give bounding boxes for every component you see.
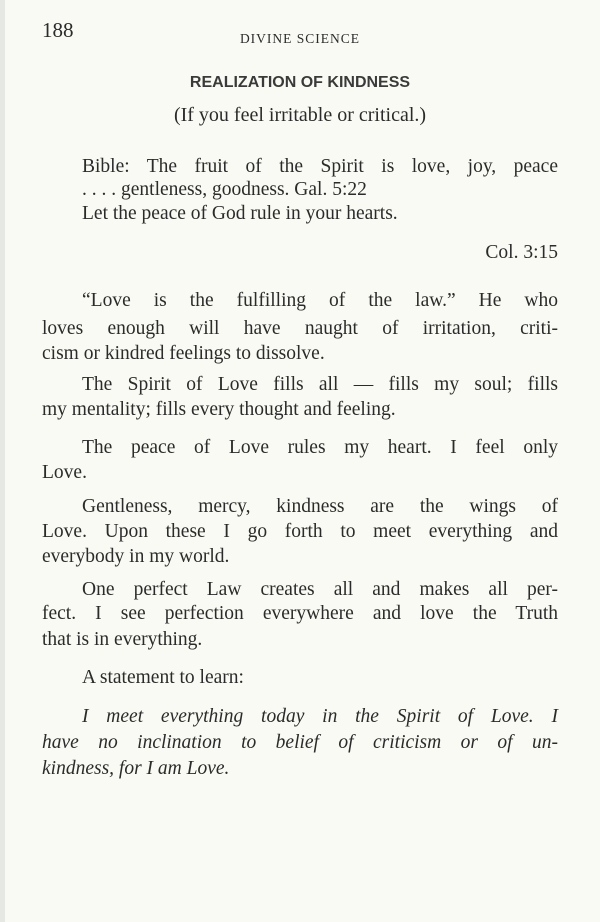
body-line: everybody in my world. <box>42 546 230 567</box>
body-line: that is in everything. <box>42 629 203 650</box>
body-line: cism or kindred feelings to dissolve. <box>42 343 325 364</box>
section-title: REALIZATION OF KINDNESS <box>189 74 411 91</box>
body-line: The peace of Love rules my heart. I feel only <box>82 437 558 458</box>
body-line: fect. I see perfection everywhere and love the Truth <box>42 603 558 624</box>
body-line: Love. Upon these I go forth to meet everything and <box>42 521 558 542</box>
body-line: Love. <box>42 462 87 483</box>
statement-line: kindness, for I am Love. <box>42 758 230 779</box>
bible-line: . . . . gentleness, goodness. Gal. 5:22 <box>82 179 367 200</box>
bible-line: Bible: The fruit of the Spirit is love, joy, peace <box>82 156 558 177</box>
body-line: Gentleness, mercy, kindness are the wings of <box>82 496 558 517</box>
page-number: 188 <box>42 18 74 42</box>
body-line: “Love is the fulfilling of the law.” He who <box>82 290 558 311</box>
page-edge <box>0 0 5 922</box>
bible-line: Let the peace of God rule in your hearts. <box>82 203 398 224</box>
body-line: loves enough will have naught of irritation, criti- <box>42 318 558 339</box>
statement-line: have no inclination to belief of criticism or of un- <box>42 732 558 753</box>
body-line: my mentality; fills every thought and feeling. <box>42 399 396 420</box>
body-line: The Spirit of Love fills all — fills my soul; fills <box>82 374 558 395</box>
section-subtitle: (If you feel irritable or critical.) <box>173 104 427 126</box>
statement-label: A statement to learn: <box>82 667 244 688</box>
running-header: DIVINE SCIENCE <box>239 31 361 46</box>
body-line: One perfect Law creates all and makes all per- <box>82 579 558 600</box>
statement-line: I meet everything today in the Spirit of Love. I <box>82 706 558 727</box>
bible-reference: Col. 3:15 <box>485 242 558 263</box>
